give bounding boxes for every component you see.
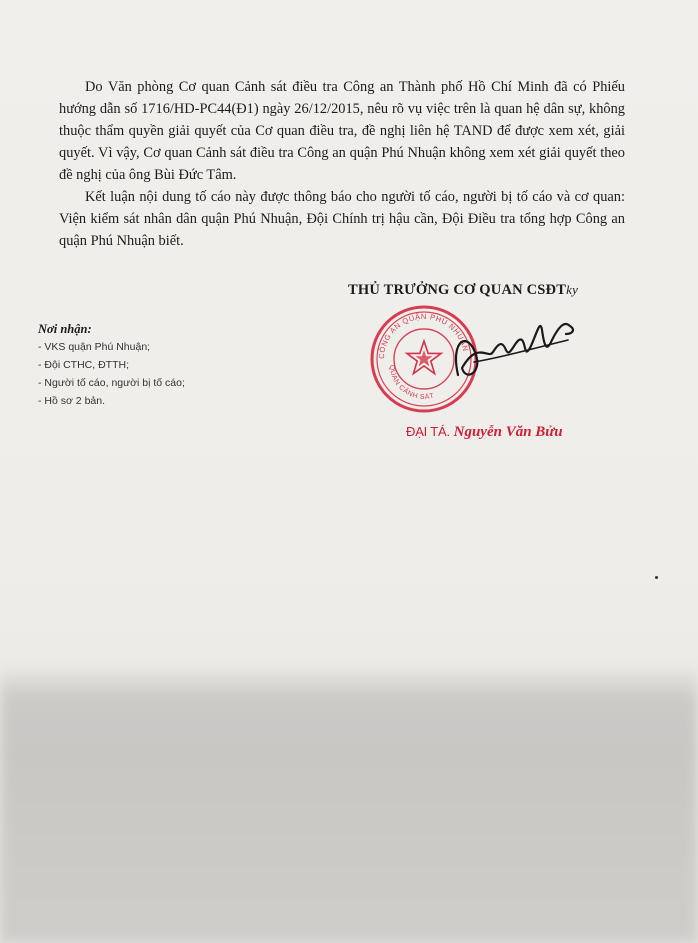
paper-speck: [655, 576, 658, 579]
star-icon: [407, 341, 441, 374]
receiver-item: - Đội CTHC, ĐTTH;: [38, 359, 129, 371]
paragraph-2: Kết luận nội dung tố cáo này được thông báo cho người tố cáo, người bị tố cáo và cơ quan: Viện kiểm sát nhân dân quận Phú Nhuận, Đội Chính trị hậu cần, Đội Điều tra tổng hợp Công an quận Phú Nhuận biết.: [59, 189, 625, 249]
signer-rank: ĐẠI TÁ.: [406, 424, 450, 439]
paragraph-1: Do Văn phòng Cơ quan Cảnh sát điều tra Công an Thành phố Hồ Chí Minh đã có Phiếu hướng dẫn số 1716/HD-PC44(Đ1) ngày 26/12/2015, nêu rõ vụ việc trên là quan hệ dân sự, không thuộc thẩm quyền giải quyết của Cơ quan điều tra, đề nghị liên hệ TAND để được xem xét, giải quyết. Vì vậy, Cơ quan Cảnh sát điều tra Công an quận Phú Nhuận không xem xét giải quyết theo đề nghị của ông Bùi Đức Tâm.: [59, 79, 625, 183]
receiver-item: - Hồ sơ 2 bản.: [38, 395, 105, 407]
receivers-heading: Nơi nhận:: [38, 322, 92, 336]
receivers-list: [38, 320, 185, 410]
signer-name: [406, 424, 563, 441]
receiver-item: - Người tố cáo, người bị tố cáo;: [38, 377, 185, 389]
receiver-item: - VKS quận Phú Nhuận;: [38, 341, 151, 353]
document-body: [59, 76, 625, 252]
photo-shadow: [0, 665, 698, 943]
handwritten-signature: [438, 300, 588, 390]
signer-fullname: Nguyễn Văn Bửu: [453, 424, 563, 440]
svg-text:QUAN CẢNH SÁT: QUAN CẢNH SÁT: [387, 364, 436, 402]
signature-title: [348, 282, 578, 299]
signature-title-text: THỦ TRƯỞNG CƠ QUAN CSĐT: [348, 282, 567, 298]
signature-initials: ky: [566, 282, 579, 297]
svg-text:CÔNG AN QUẬN PHÚ NHUẬN: CÔNG AN QUẬN PHÚ NHUẬN: [376, 311, 471, 360]
